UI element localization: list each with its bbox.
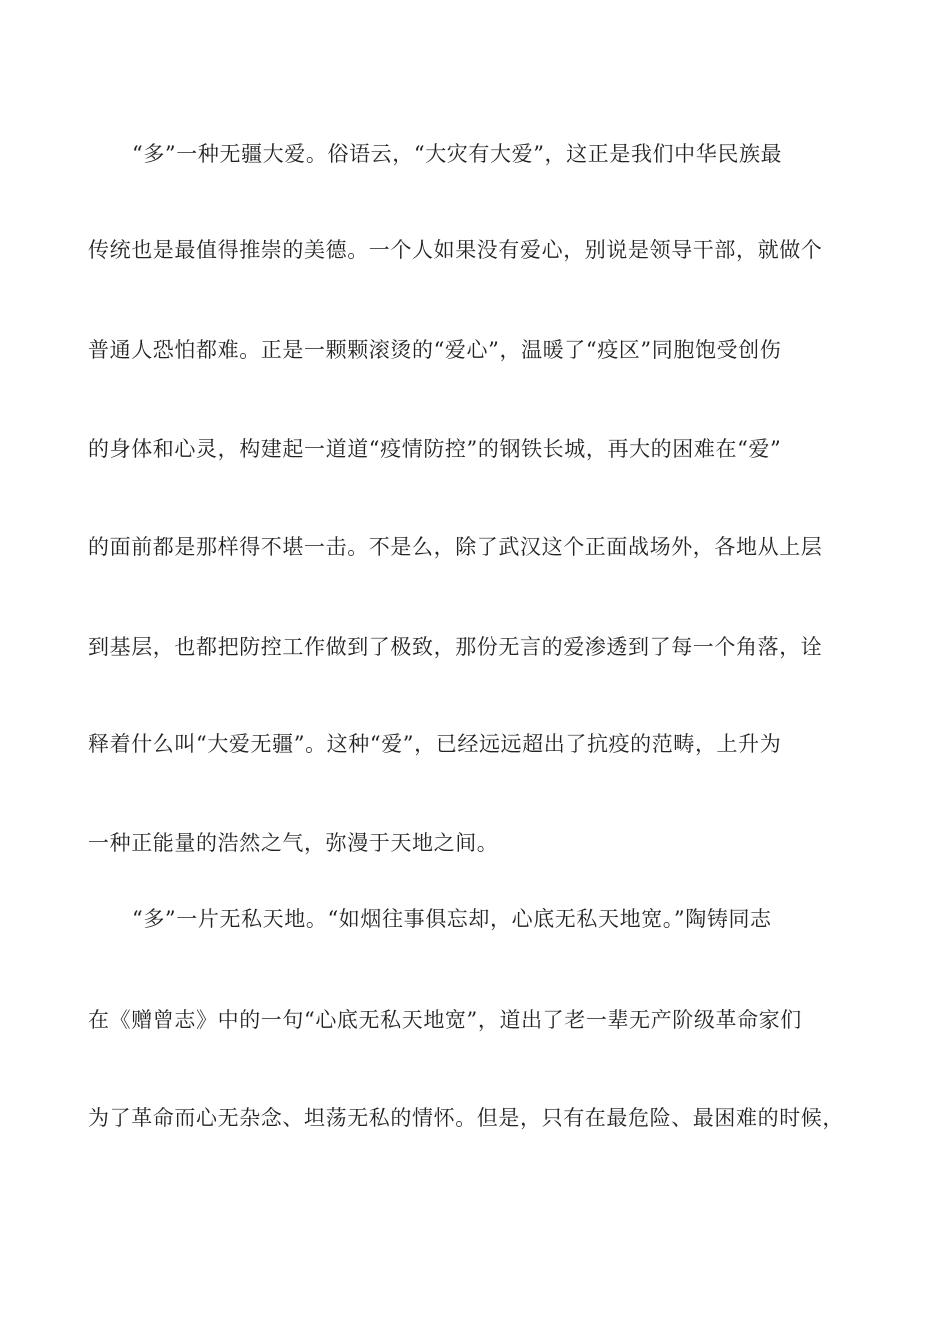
paragraph-1-line-6: 到基层，也都把防控工作做到了极致，那份无言的爱渗透到了每一个角落，诠	[88, 635, 823, 659]
paragraph-1-line-4: 的身体和心灵，构建起一道道“疫情防控”的钢铁长城，再大的困难在“爱”	[88, 437, 782, 461]
paragraph-1-line-1: “多”一种无疆大爱。俗语云，“大灾有大爱”，这正是我们中华民族最	[132, 142, 783, 166]
paragraph-2-line-1: “多”一片无私天地。“如烟往事俱忘却，心底无私天地宽。”陶铸同志	[132, 907, 772, 931]
paragraph-1-line-3: 普通人恐怕都难。正是一颗颗滚烫的“爱心”，温暖了“疫区”同胞饱受创伤	[88, 338, 782, 362]
paragraph-1-line-5: 的面前都是那样得不堪一击。不是么，除了武汉这个正面战场外，各地从上层	[88, 535, 823, 559]
paragraph-1-line-2: 传统也是最值得推崇的美德。一个人如果没有爱心，别说是领导干部，就做个	[88, 238, 823, 262]
paragraph-2-line-2: 在《赠曾志》中的一句“心底无私天地宽”，道出了老一辈无产阶级革命家们	[88, 1008, 802, 1032]
paragraph-1-line-8: 一种正能量的浩然之气，弥漫于天地之间。	[88, 831, 499, 855]
paragraph-2-line-3: 为了革命而心无杂念、坦荡无私的情怀。但是，只有在最危险、最困难的时候，	[88, 1106, 844, 1130]
paragraph-1-line-7: 释着什么叫“大爱无疆”。这种“爱”，已经远远超出了抗疫的范畴，上升为	[88, 732, 782, 756]
